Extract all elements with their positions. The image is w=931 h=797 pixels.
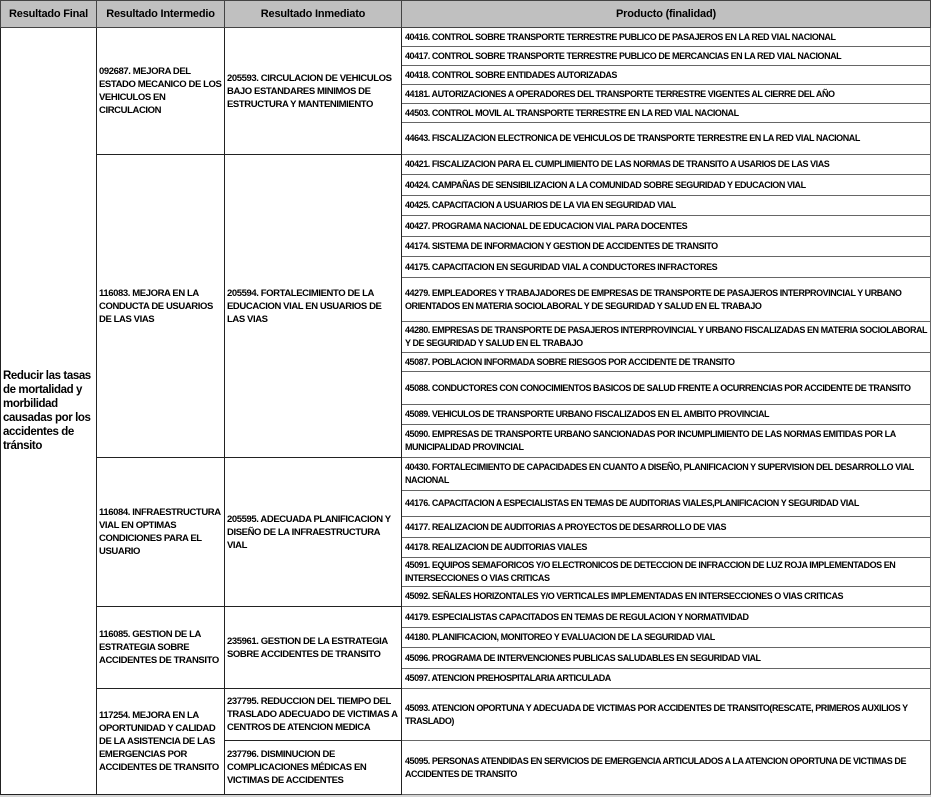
producto-cell: 40430. FORTALECIMIENTO DE CAPACIDADES EN CUANTO A DISEÑO, PLANIFICACION Y SUPERVISION DEL DESARROLLO VIAL NACIONAL — [402, 458, 931, 491]
resultado-inmediato-cell: 237796. DISMINUCION DE COMPLICACIONES MÉDICAS EN VICTIMAS DE ACCIDENTES — [225, 741, 402, 795]
producto-cell: 44176. CAPACITACION A ESPECIALISTAS EN TEMAS DE AUDITORIAS VIALES,PLANIFICACION Y SEGURIDAD VIAL — [402, 491, 931, 517]
producto-cell: 40421. FISCALIZACION PARA EL CUMPLIMIENTO DE LAS NORMAS DE TRANSITO A USARIOS DE LAS VIAS — [402, 155, 931, 175]
resultado-intermedio-cell: 092687. MEJORA DEL ESTADO MECANICO DE LOS VEHICULOS EN CIRCULACION — [97, 28, 225, 155]
producto-cell: 40424. CAMPAÑAS DE SENSIBILIZACION A LA COMUNIDAD SOBRE SEGURIDAD Y EDUCACION VIAL — [402, 175, 931, 196]
producto-cell: 44279. EMPLEADORES Y TRABAJADORES DE EMPRESAS DE TRANSPORTE DE PASAJEROS INTERPROVINCIAL Y URBANO ORIENTADOS EN MATERIA SOCIOLABORAL Y DE SEGURIDAD Y SALUD EN EL TRABAJO — [402, 278, 931, 322]
producto-cell: 45087. POBLACION INFORMADA SOBRE RIESGOS POR ACCIDENTE DE TRANSITO — [402, 353, 931, 372]
resultado-inmediato-cell: 205593. CIRCULACION DE VEHICULOS BAJO ESTANDARES MINIMOS DE ESTRUCTURA Y MANTENIMIENTO — [225, 28, 402, 155]
resultado-intermedio-cell: 117254. MEJORA EN LA OPORTUNIDAD Y CALIDAD DE LA ASISTENCIA DE LAS EMERGENCIAS POR ACCIDENTES DE TRANSITO — [97, 689, 225, 795]
producto-cell: 45093. ATENCION OPORTUNA Y ADECUADA DE VICTIMAS POR ACCIDENTES DE TRANSITO(RESCATE, PRIMEROS AUXILIOS Y TRASLADO) — [402, 689, 931, 741]
resultado-intermedio-cell: 116083. MEJORA EN LA CONDUCTA DE USUARIOS DE LAS VIAS — [97, 155, 225, 458]
producto-cell: 45088. CONDUCTORES CON CONOCIMIENTOS BASICOS DE SALUD FRENTE A OCURRENCIAS POR ACCIDENTE DE TRANSITO — [402, 372, 931, 405]
header-producto: Producto (finalidad) — [402, 1, 931, 28]
producto-cell: 44180. PLANIFICACION, MONITOREO Y EVALUACION DE LA SEGURIDAD VIAL — [402, 628, 931, 648]
header-row — [1, 1, 931, 28]
producto-cell: 45089. VEHICULOS DE TRANSPORTE URBANO FISCALIZADOS EN EL AMBITO PROVINCIAL — [402, 405, 931, 425]
producto-cell: 44175. CAPACITACION EN SEGURIDAD VIAL A CONDUCTORES INFRACTORES — [402, 257, 931, 278]
producto-cell: 44181. AUTORIZACIONES A OPERADORES DEL TRANSPORTE TERRESTRE VIGENTES AL CIERRE DEL AÑO — [402, 85, 931, 104]
table-row — [1, 155, 931, 175]
table-row — [1, 607, 931, 628]
producto-cell: 45095. PERSONAS ATENDIDAS EN SERVICIOS DE EMERGENCIA ARTICULADOS A LA ATENCION OPORTUNA DE VICTIMAS DE ACCIDENTES DE TRANSITO — [402, 741, 931, 795]
producto-cell: 40416. CONTROL SOBRE TRANSPORTE TERRESTRE PUBLICO DE PASAJEROS EN LA RED VIAL NACIONAL — [402, 28, 931, 47]
table-row — [1, 458, 931, 491]
producto-cell: 44177. REALIZACION DE AUDITORIAS A PROYECTOS DE DESARROLLO DE VIAS — [402, 517, 931, 538]
producto-cell: 40427. PROGRAMA NACIONAL DE EDUCACION VIAL PARA DOCENTES — [402, 216, 931, 237]
table-row — [1, 689, 931, 741]
resultado-inmediato-cell: 205594. FORTALECIMIENTO DE LA EDUCACION VIAL EN USUARIOS DE LAS VIAS — [225, 155, 402, 458]
header-resultado-final: Resultado Final — [1, 1, 97, 28]
resultado-intermedio-cell: 116085. GESTION DE LA ESTRATEGIA SOBRE ACCIDENTES DE TRANSITO — [97, 607, 225, 689]
resultado-final-cell: Reducir las tasas de mortalidad y morbilidad causadas por los accidentes de tránsito — [1, 28, 97, 795]
producto-cell: 45090. EMPRESAS DE TRANSPORTE URBANO SANCIONADAS POR INCUMPLIMIENTO DE LAS NORMAS EMITIDAS POR LA MUNICIPALIDAD PROVINCIAL — [402, 425, 931, 458]
producto-cell: 44179. ESPECIALISTAS CAPACITADOS EN TEMAS DE REGULACION Y NORMATIVIDAD — [402, 607, 931, 628]
resultado-inmediato-cell: 235961. GESTION DE LA ESTRATEGIA SOBRE ACCIDENTES DE TRANSITO — [225, 607, 402, 689]
producto-cell: 44178. REALIZACION DE AUDITORIAS VIALES — [402, 538, 931, 558]
resultado-intermedio-cell: 116084. INFRAESTRUCTURA VIAL EN OPTIMAS CONDICIONES PARA EL USUARIO — [97, 458, 225, 607]
resultado-inmediato-cell: 205595. ADECUADA PLANIFICACION Y DISEÑO DE LA INFRAESTRUCTURA VIAL — [225, 458, 402, 607]
producto-cell: 44643. FISCALIZACION ELECTRONICA DE VEHICULOS DE TRANSPORTE TERRESTRE EN LA RED VIAL NACIONAL — [402, 123, 931, 155]
resultado-inmediato-cell: 237795. REDUCCION DEL TIEMPO DEL TRASLADO ADECUADO DE VICTIMAS A CENTROS DE ATENCION MEDICA — [225, 689, 402, 741]
producto-cell: 44174. SISTEMA DE INFORMACION Y GESTION DE ACCIDENTES DE TRANSITO — [402, 237, 931, 257]
producto-cell: 44280. EMPRESAS DE TRANSPORTE DE PASAJEROS INTERPROVINCIAL Y URBANO FISCALIZADAS EN MATERIA SOCIOLABORAL Y DE SEGURIDAD Y SALUD EN EL TRABAJO — [402, 322, 931, 353]
producto-cell: 40425. CAPACITACION A USUARIOS DE LA VIA EN SEGURIDAD VIAL — [402, 196, 931, 216]
header-resultado-inmediato: Resultado Inmediato — [225, 1, 402, 28]
producto-cell: 45092. SEÑALES HORIZONTALES Y/O VERTICALES IMPLEMENTADAS EN INTERSECCIONES O VIAS CRITICAS — [402, 587, 931, 607]
header-resultado-intermedio: Resultado Intermedio — [97, 1, 225, 28]
producto-cell: 45097. ATENCION PREHOSPITALARIA ARTICULADA — [402, 669, 931, 689]
table-row — [1, 28, 931, 47]
producto-cell: 44503. CONTROL MOVIL AL TRANSPORTE TERRESTRE EN LA RED VIAL NACIONAL — [402, 104, 931, 123]
producto-cell: 45096. PROGRAMA DE INTERVENCIONES PUBLICAS SALUDABLES EN SEGURIDAD VIAL — [402, 648, 931, 669]
producto-cell: 40417. CONTROL SOBRE TRANSPORTE TERRESTRE PUBLICO DE MERCANCIAS EN LA RED VIAL NACIONAL — [402, 47, 931, 66]
producto-cell: 45091. EQUIPOS SEMAFORICOS Y/O ELECTRONICOS DE DETECCION DE INFRACCION DE LUZ ROJA IMPLEMENTADOS EN INTERSECCIONES O VIAS CRITICAS — [402, 558, 931, 587]
producto-cell: 40418. CONTROL SOBRE ENTIDADES AUTORIZADAS — [402, 66, 931, 85]
